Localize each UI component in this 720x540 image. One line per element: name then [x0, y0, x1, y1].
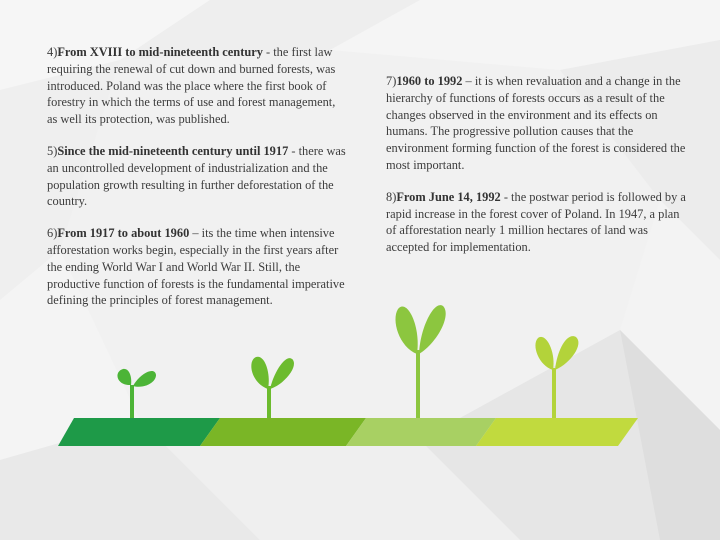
timeline-paragraph-5: [47, 143, 347, 210]
timeline-paragraph-8: [386, 189, 686, 256]
paragraph-number: 6): [47, 226, 58, 241]
timeline-bar-segment-4: [476, 418, 638, 446]
sprout-4-icon: [535, 336, 578, 418]
sprout-2-icon: [251, 357, 294, 418]
paragraph-body: – it is when revaluation and a change in the hierarchy of functions of forests occurs as a result of the changes observed in the environment and its effects on humans. The progressive pollution causes that the environment forming function of the forest is considered the most important.: [386, 74, 686, 172]
paragraph-heading: From June 14, 1992: [396, 189, 501, 204]
paragraph-heading: From 1917 to about 1960: [57, 226, 190, 241]
paragraph-number: 7): [386, 74, 397, 88]
paragraph-body: – its the time when intensive afforestation works begin, especially in the first years after the ending World War I and World War II. Still, the productive function of forests is the fundamental imperative defining the principles of forest management.: [47, 226, 345, 308]
paragraph-number: 4): [47, 45, 58, 59]
right-text-column: [386, 73, 686, 271]
paragraph-heading: 1960 to 1992: [396, 74, 463, 88]
timeline-paragraph-7: [386, 73, 686, 174]
paragraph-number: 8): [386, 189, 397, 204]
left-text-column: [47, 44, 347, 324]
paragraph-heading: Since the mid-nineteenth century until 1917: [57, 143, 289, 158]
timeline-bar-segment-1: [58, 418, 220, 446]
sprout-1-icon: [117, 369, 156, 418]
timeline-bar-segment-3: [346, 418, 496, 446]
timeline-paragraph-4: [47, 44, 347, 128]
paragraph-body: - the first law requiring the renewal of cut down and burned forests, was introduced. Poland was the place where the first book of forestry in which the terms of use and forest management, as well its protection, was published.: [47, 45, 336, 127]
paragraph-heading: From XVIII to mid-nineteenth century: [57, 45, 263, 59]
growth-timeline-illustration: [0, 290, 720, 460]
timeline-bar-segment-2: [200, 418, 366, 446]
paragraph-body: - there was an uncontrolled development of industrialization and the population growth resulting in further deforestation of the country.: [47, 143, 346, 209]
sprout-3-icon: [395, 305, 445, 418]
paragraph-body: - the postwar period is followed by a rapid increase in the forest cover of Poland. In 1947, a plan of afforestation nearly 1 million hectares of land was accepted for implementation.: [386, 189, 686, 255]
paragraph-number: 5): [47, 143, 58, 158]
